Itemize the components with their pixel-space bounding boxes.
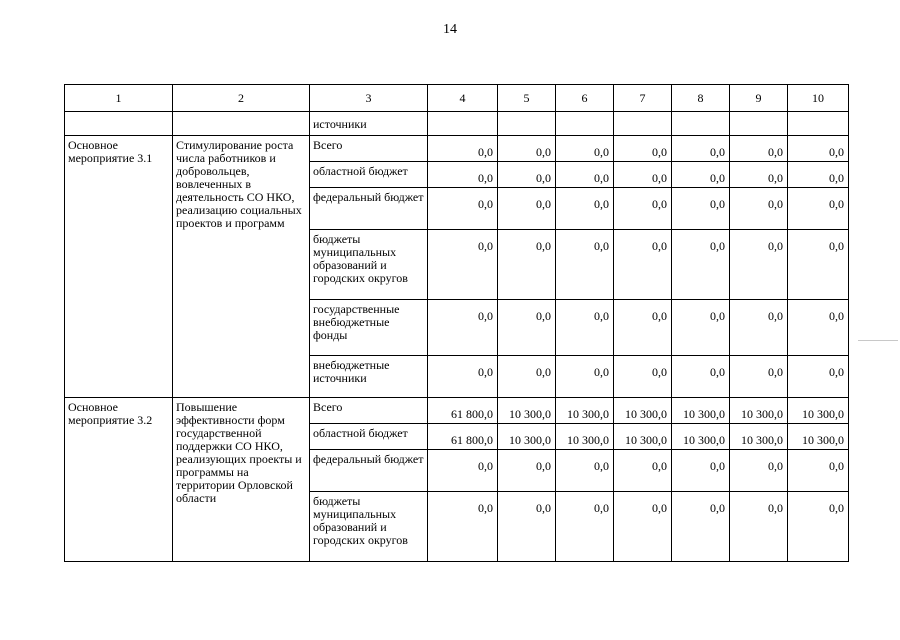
source-cell: областной бюджет (310, 424, 428, 450)
value-cell: 0,0 (730, 136, 788, 162)
source-cell: внебюджетные источники (310, 356, 428, 398)
value-cell: 0,0 (614, 450, 672, 492)
column-header: 4 (428, 85, 498, 112)
value-cell: 0,0 (428, 300, 498, 356)
column-header: 5 (498, 85, 556, 112)
value-cell: 10 300,0 (556, 424, 614, 450)
value-cell: 0,0 (788, 230, 849, 300)
value-cell: 0,0 (428, 492, 498, 562)
empty-cell (614, 112, 672, 136)
value-cell: 10 300,0 (614, 424, 672, 450)
value-cell: 0,0 (730, 230, 788, 300)
table-row (65, 112, 849, 136)
value-cell: 0,0 (672, 188, 730, 230)
source-cell: областной бюджет (310, 162, 428, 188)
value-cell: 10 300,0 (614, 398, 672, 424)
value-cell: 0,0 (730, 356, 788, 398)
value-cell: 0,0 (556, 230, 614, 300)
table-row (65, 398, 849, 424)
value-cell: 10 300,0 (498, 398, 556, 424)
value-cell: 0,0 (672, 162, 730, 188)
column-header: 6 (556, 85, 614, 112)
budget-table (64, 84, 849, 562)
value-cell: 0,0 (788, 492, 849, 562)
value-cell: 0,0 (730, 188, 788, 230)
value-cell: 0,0 (556, 162, 614, 188)
source-cell: Всего (310, 398, 428, 424)
value-cell: 0,0 (672, 230, 730, 300)
value-cell: 0,0 (788, 188, 849, 230)
value-cell: 0,0 (614, 356, 672, 398)
column-header: 3 (310, 85, 428, 112)
empty-cell (65, 112, 173, 136)
value-cell: 0,0 (614, 230, 672, 300)
value-cell: 0,0 (672, 450, 730, 492)
table-row (65, 136, 849, 162)
column-header: 2 (173, 85, 310, 112)
measure-id-cell: Основное мероприятие 3.2 (65, 398, 173, 562)
empty-cell (173, 112, 310, 136)
measure-id-cell: Основное мероприятие 3.1 (65, 136, 173, 398)
scan-artifact-line (858, 340, 898, 341)
value-cell: 0,0 (788, 136, 849, 162)
value-cell: 0,0 (498, 162, 556, 188)
source-cell: Всего (310, 136, 428, 162)
value-cell: 10 300,0 (672, 424, 730, 450)
source-cell: бюджеты муниципальных образований и городских округов (310, 230, 428, 300)
value-cell: 0,0 (498, 136, 556, 162)
empty-cell (672, 112, 730, 136)
value-cell: 0,0 (672, 136, 730, 162)
value-cell: 0,0 (498, 492, 556, 562)
value-cell: 0,0 (498, 300, 556, 356)
value-cell: 0,0 (556, 356, 614, 398)
source-cell: государственные внебюджетные фонды (310, 300, 428, 356)
measure-title-cell: Стимулирование роста числа работников и добровольцев, вовлеченных в деятельность СО НКО, реализацию социальных проектов и программ (173, 136, 310, 398)
value-cell: 0,0 (498, 230, 556, 300)
value-cell: 0,0 (428, 230, 498, 300)
value-cell: 0,0 (730, 300, 788, 356)
column-header: 8 (672, 85, 730, 112)
value-cell: 0,0 (614, 136, 672, 162)
empty-cell (730, 112, 788, 136)
value-cell: 0,0 (498, 188, 556, 230)
source-cell: источники (310, 112, 428, 136)
source-cell: бюджеты муниципальных образований и городских округов (310, 492, 428, 562)
value-cell: 10 300,0 (788, 398, 849, 424)
measure-title-cell: Повышение эффективности форм государственной поддержки СО НКО, реализующих проекты и программы на территории Орловской области (173, 398, 310, 562)
value-cell: 0,0 (556, 300, 614, 356)
value-cell: 0,0 (556, 492, 614, 562)
value-cell: 0,0 (614, 300, 672, 356)
value-cell: 0,0 (498, 450, 556, 492)
empty-cell (788, 112, 849, 136)
column-header: 9 (730, 85, 788, 112)
value-cell: 0,0 (428, 136, 498, 162)
empty-cell (556, 112, 614, 136)
value-cell: 0,0 (556, 188, 614, 230)
value-cell: 10 300,0 (730, 424, 788, 450)
value-cell: 0,0 (788, 300, 849, 356)
value-cell: 0,0 (428, 356, 498, 398)
column-number-header-row (65, 85, 849, 112)
value-cell: 0,0 (614, 492, 672, 562)
value-cell: 0,0 (428, 188, 498, 230)
value-cell: 0,0 (788, 162, 849, 188)
value-cell: 0,0 (614, 162, 672, 188)
value-cell: 0,0 (788, 450, 849, 492)
value-cell: 10 300,0 (672, 398, 730, 424)
value-cell: 0,0 (672, 300, 730, 356)
value-cell: 0,0 (614, 188, 672, 230)
column-header: 1 (65, 85, 173, 112)
source-cell: федеральный бюджет (310, 188, 428, 230)
value-cell: 0,0 (730, 162, 788, 188)
empty-cell (498, 112, 556, 136)
value-cell: 0,0 (672, 356, 730, 398)
value-cell: 0,0 (498, 356, 556, 398)
value-cell: 61 800,0 (428, 424, 498, 450)
value-cell: 0,0 (428, 450, 498, 492)
page-number: 14 (443, 22, 457, 37)
value-cell: 0,0 (730, 492, 788, 562)
column-header: 7 (614, 85, 672, 112)
source-cell: федеральный бюджет (310, 450, 428, 492)
value-cell: 10 300,0 (730, 398, 788, 424)
value-cell: 0,0 (672, 492, 730, 562)
empty-cell (428, 112, 498, 136)
value-cell: 0,0 (556, 136, 614, 162)
value-cell: 0,0 (428, 162, 498, 188)
value-cell: 0,0 (730, 450, 788, 492)
value-cell: 0,0 (788, 356, 849, 398)
value-cell: 10 300,0 (498, 424, 556, 450)
value-cell: 10 300,0 (556, 398, 614, 424)
value-cell: 0,0 (556, 450, 614, 492)
column-header: 10 (788, 85, 849, 112)
value-cell: 61 800,0 (428, 398, 498, 424)
value-cell: 10 300,0 (788, 424, 849, 450)
